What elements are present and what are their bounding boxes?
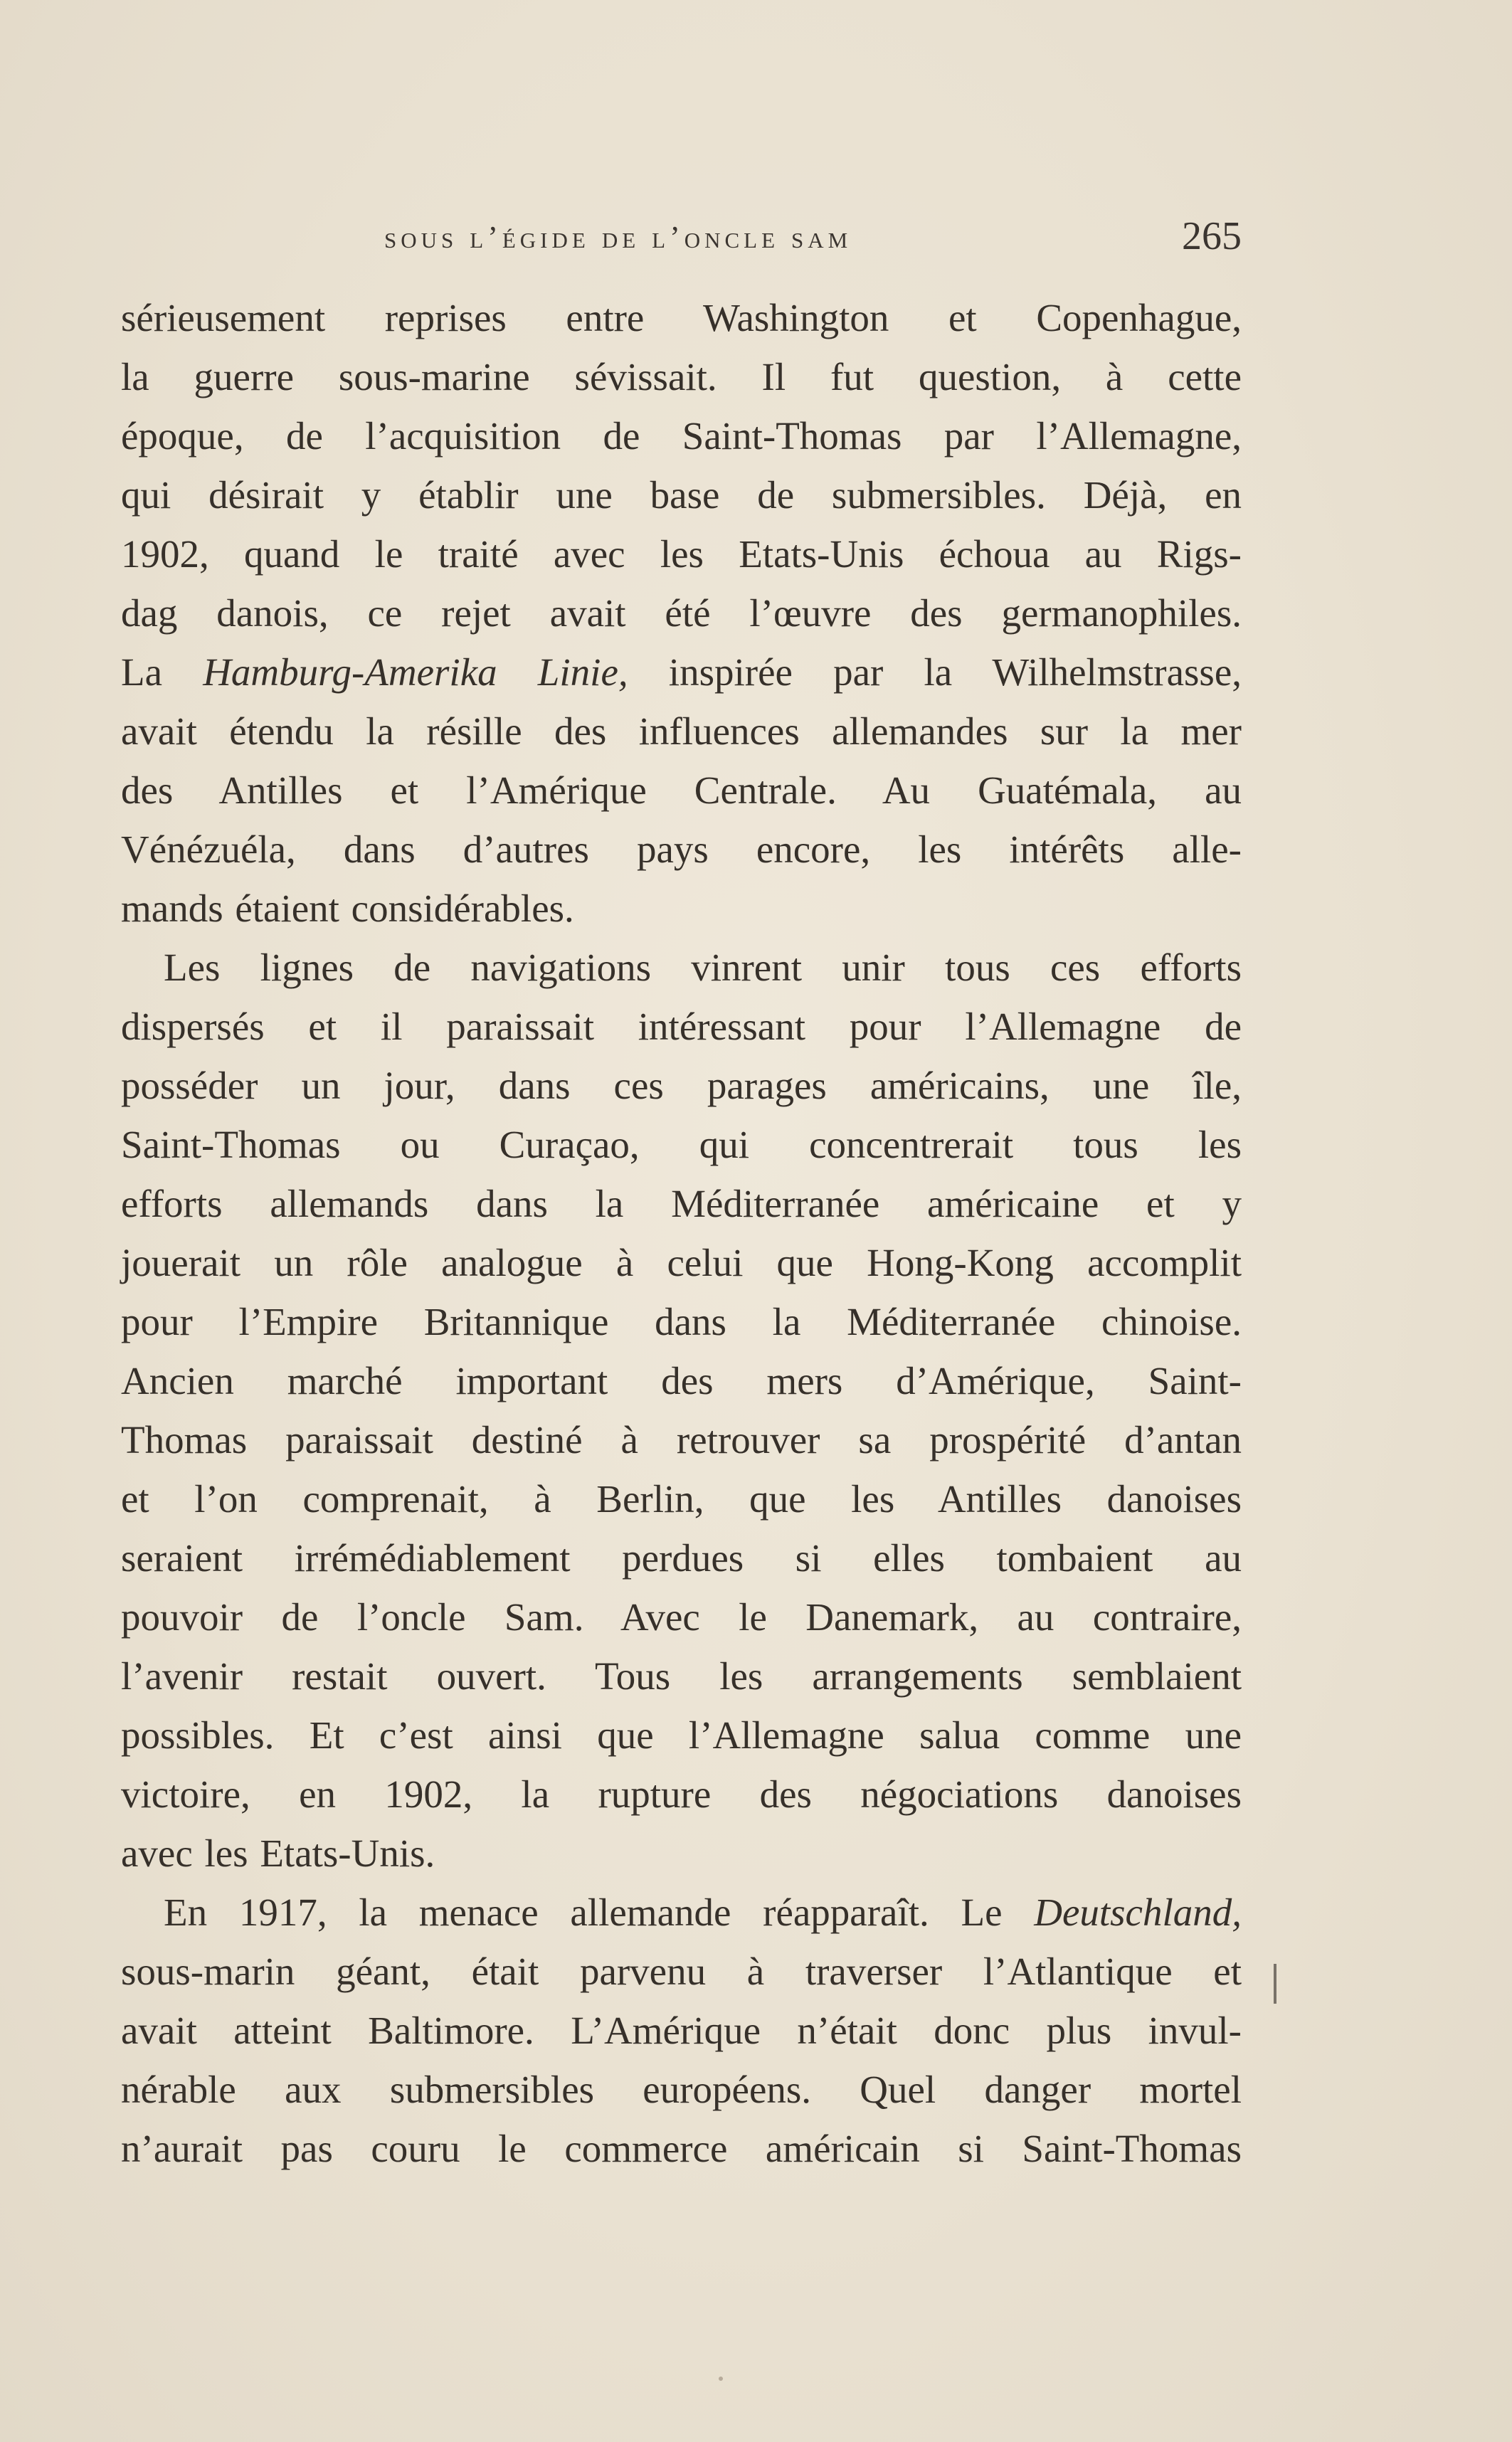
text-line: avait étendu la résille des influences allemandes sur la mer bbox=[121, 709, 1242, 753]
text-line: Vénézuéla, dans d’autres pays encore, les intérêts alle- bbox=[121, 828, 1242, 871]
text-line: avec les Etats-Unis. bbox=[121, 1832, 435, 1875]
line-text: En 1917, la menace allemande réapparaît. Le bbox=[164, 1891, 1035, 1934]
running-title: sous l’égide de l’oncle sam bbox=[384, 220, 852, 255]
body-text bbox=[121, 288, 1242, 2178]
text-line: sous-marin géant, était parvenu à traverser l’Atlantique et bbox=[121, 1950, 1242, 1993]
text-line: et l’on comprenait, à Berlin, que les Antilles danoises bbox=[121, 1477, 1242, 1521]
paper-speck bbox=[719, 2377, 723, 2381]
text-line: 1902, quand le traité avec les Etats-Unis échoua au Rigs- bbox=[121, 532, 1242, 576]
text-line: mands étaient considérables. bbox=[121, 887, 574, 930]
text-line bbox=[121, 643, 1242, 702]
text-line: Saint-Thomas ou Curaçao, qui concentrerait tous les bbox=[121, 1123, 1242, 1166]
page-number: 265 bbox=[1182, 214, 1242, 258]
text-line: dag danois, ce rejet avait été l’œuvre des germanophiles. bbox=[121, 591, 1242, 635]
text-line: Ancien marché important des mers d’Amérique, Saint- bbox=[121, 1359, 1242, 1402]
text-line: posséder un jour, dans ces parages américains, une île, bbox=[121, 1064, 1242, 1107]
text-line: l’avenir restait ouvert. Tous les arrangements semblaient bbox=[121, 1654, 1242, 1698]
text-line: des Antilles et l’Amérique Centrale. Au Guatémala, au bbox=[121, 768, 1242, 812]
text-line: pouvoir de l’oncle Sam. Avec le Danemark, au contraire, bbox=[121, 1595, 1242, 1639]
text-line: la guerre sous-marine sévissait. Il fut question, à cette bbox=[121, 355, 1242, 398]
line-text: La bbox=[121, 650, 203, 694]
text-line: Thomas paraissait destiné à retrouver sa prospérité d’antan bbox=[121, 1418, 1242, 1462]
text-line: pour l’Empire Britannique dans la Méditerranée chinoise. bbox=[121, 1300, 1242, 1343]
text-line: victoire, en 1902, la rupture des négociations danoises bbox=[121, 1772, 1242, 1816]
text-line: qui désirait y établir une base de submersibles. Déjà, en bbox=[121, 473, 1242, 517]
italic-title: Hamburg-Amerika Linie, bbox=[203, 650, 628, 694]
text-line: n’aurait pas couru le commerce américain si Saint-Thomas bbox=[121, 2127, 1242, 2170]
text-line: nérable aux submersibles européens. Quel danger mortel bbox=[121, 2068, 1242, 2111]
running-head bbox=[121, 213, 1242, 270]
text-line: jouerait un rôle analogue à celui que Hong-Kong accomplit bbox=[121, 1241, 1242, 1284]
text-line: possibles. Et c’est ainsi que l’Allemagne salua comme une bbox=[121, 1713, 1242, 1757]
text-line: avait atteint Baltimore. L’Amérique n’était donc plus invul- bbox=[121, 2009, 1242, 2052]
text-line: Les lignes de navigations vinrent unir tous ces efforts bbox=[164, 946, 1242, 989]
text-line: seraient irrémédiablement perdues si elles tombaient au bbox=[121, 1536, 1242, 1580]
line-text: inspirée par la Wilhelmstrasse, bbox=[628, 650, 1242, 694]
text-line: époque, de l’acquisition de Saint-Thomas par l’Allemagne, bbox=[121, 414, 1242, 458]
text-line: sérieusement reprises entre Washington et Copenhague, bbox=[121, 296, 1242, 339]
margin-mark bbox=[1274, 1964, 1276, 2004]
text-line bbox=[121, 1883, 1242, 1942]
text-line: dispersés et il paraissait intéressant pour l’Allemagne de bbox=[121, 1005, 1242, 1048]
italic-title: Deutschland, bbox=[1034, 1891, 1242, 1934]
text-line: efforts allemands dans la Méditerranée américaine et y bbox=[121, 1182, 1242, 1225]
